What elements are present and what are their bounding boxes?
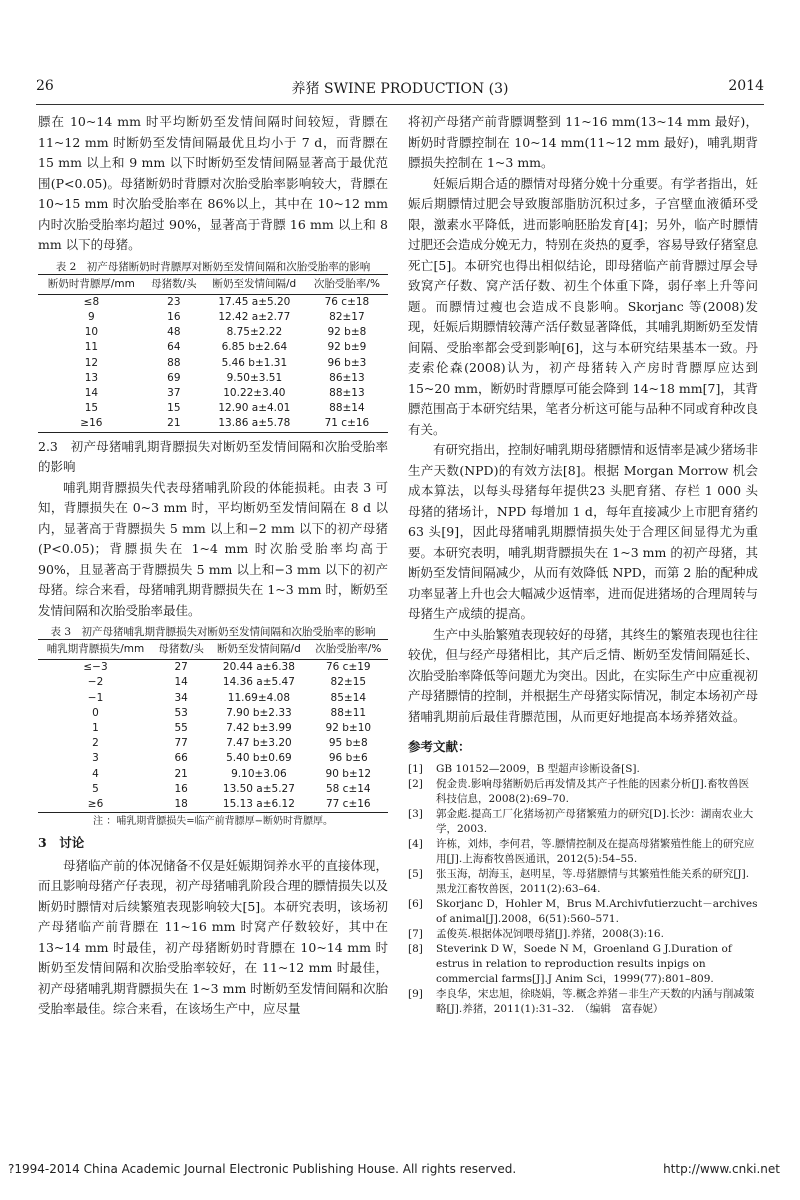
table-cell: 4 [92,767,99,780]
column-header: 断奶时背膘厚/mm [38,274,145,294]
table-cell: 37 [167,386,181,399]
table-cell: 9 [88,310,95,323]
table3-note: 注 ：哺乳期背膘损失=临产前背膘厚−断奶时背膘厚。 [93,816,333,828]
reference-item [408,927,758,942]
table-3 [38,639,388,813]
table-header-row [38,640,388,660]
table-cell: 7.90 b±2.33 [226,706,292,719]
reference-text: 孟俊英.根据体况饲喂母猪[J].养猪，2008(3):16. [436,927,664,940]
paragraph: 有研究指出，控制好哺乳期母猪膘情和返情率是减少猪场非生产天数(NPD)的有效方法[8]。根据 Morgan Morrow 机会成本算法，以每头母猪每年提供23 头肥育猪、存栏 1 000 头母猪的猪场计，NPD 每增加 1 d，每年直接减少上市肥育猪约 63 头[9]，因此母猪哺乳期膘情损失处于合理区间显得尤为重要。本研究表明，哺乳期背膘损失在 1~3 mm 的初产母猪，其断奶至发情间隔减少，从而有效降低 NPD，而第 2 胎的配种成功率显著上升也会大幅减少返情率，进而促进猪场的合理周转与母猪生产成绩的提高。 [408,442,759,621]
table-cell: 9.10±3.06 [231,767,287,780]
table-row [38,340,388,355]
table-cell: 92 b±8 [327,326,367,339]
column-header: 断奶至发情间隔/d [203,274,306,294]
reference-text: 郭金彪.提高工厂化猪场初产母猪繁殖力的研究[D].长沙：湖南农业大学，2003. [436,807,754,835]
page-header [36,78,764,102]
table-row [38,294,388,310]
reference-text: Skorjanc D，Hohler M，Brus M.Archivfutierzucht－archives of animal[J].2008，6(51):560–571. [436,897,758,925]
table-cell: 16 [174,782,188,795]
table-cell: 5 [92,782,99,795]
journal-title: 养猪 SWINE PRODUCTION (3) [291,81,509,97]
table-cell: 96 b±6 [328,752,368,765]
table-cell: 92 b±9 [327,341,367,354]
table-cell: 82±17 [329,310,365,323]
table-cell: 55 [174,722,188,735]
reference-item [408,897,758,927]
table-cell: 9.50±3.51 [226,371,283,384]
table-cell: 71 c±16 [306,416,388,432]
paragraph: 哺乳期背膘损失代表母猪哺乳阶段的体能损耗。由表 3 可知，背膘损失在 0~3 mm 时，平均断奶至发情间隔在 8 d 以内，显著高于背膘损失 5 mm 以上和−2 mm 以下的初产母猪(P<0.05)；背膘损失在 1~4 mm 时次胎受胎率均高于 90%，且显著高于背膘损失 5 mm 以上和−3 mm 以下的初产母猪。综合来看，母猪哺乳期背膘损失在 1~3 mm 时，断奶至发情间隔和次胎受胎率最佳。 [38,479,388,618]
table-cell: 95 b±8 [328,737,368,750]
table-cell: 18 [153,797,209,813]
table-row [38,721,388,736]
table-cell: 82±15 [330,676,367,689]
table-row [38,797,388,813]
table-2 [38,274,388,433]
table-cell: 12 [84,356,99,369]
table-cell: 14 [174,676,188,689]
table-row [38,767,388,782]
table-header-row [38,274,388,294]
table-cell: 15.13 a±6.12 [209,797,308,813]
table-cell: 3 [92,752,99,765]
paragraph: 将初产母猪产前背膘调整到 11~16 mm(13~14 mm 最好)，断奶时背膘控制在 10~14 mm(11~12 mm 最好)，哺乳期背膘损失控制在 1~3 mm。 [408,114,758,170]
table-row [38,782,388,797]
table-cell: 76 c±18 [324,295,370,308]
reference-text: 倪金贵.影响母猪断奶后再发情及其产子性能的因素分析[J].畜牧兽医科技信息，2008(2):69–70. [436,777,750,805]
column-header: 哺乳期背膘损失/mm [38,640,153,660]
column-header: 母猪数/头 [145,274,203,294]
table-row [38,356,388,371]
column-header: 母猪数/头 [153,640,209,660]
table-row [38,310,388,325]
table-cell: 90 b±12 [325,767,372,780]
table-body [38,660,388,813]
table-cell: 20.44 a±6.38 [222,661,295,674]
table-cell: −2 [87,676,104,689]
table-cell: 5.46 b±1.31 [221,356,288,369]
table-cell: 58 c±14 [325,782,371,795]
table-body [38,294,388,432]
table-cell: 92 b±10 [325,722,372,735]
reference-number: [7] [408,927,423,940]
table2-caption: 表 2 初产母猪断奶时背膘厚对断奶至发情间隔和次胎受胎率的影响 [55,260,371,273]
table-cell: ≤−3 [83,661,108,674]
table-cell: 0 [92,706,99,719]
table-cell: 13 [84,371,99,384]
reference-item [408,762,758,777]
table-cell: 53 [174,706,188,719]
table-cell: 13.86 a±5.78 [203,416,306,432]
column-header: 断奶至发情间隔/d [209,640,308,660]
table-row [38,736,388,751]
references-title: 参考文献： [408,739,471,754]
left-column [38,112,388,1020]
reference-item [408,867,758,897]
column-header: 次胎受胎率/% [306,274,388,294]
table-cell: 88 [167,356,181,369]
table-cell: 12.90 a±4.01 [218,402,291,415]
table-cell: 86±13 [329,371,365,384]
copyright-notice: ?1994-2014 China Academic Journal Electronic Publishing House. All rights reserved. [8,1162,517,1176]
table-row [38,706,388,721]
section-2-3-title: 2.3 初产母猪哺乳期背膘损失对断奶至发情间隔和次胎受胎率的影响 [38,438,388,475]
reference-text: 李良华，宋忠旭，徐晓娟，等.概念养猪－非生产天数的内涵与削减策略[J].养猪，2011(1):31–32. （编辑 富春妮） [436,987,755,1015]
right-column [408,112,758,1017]
reference-text: GB 10152—2009，B 型超声诊断设备[S]. [436,762,640,775]
table-cell: 11.69±4.08 [227,691,291,704]
table-cell: 23 [167,295,181,308]
reference-list [408,762,758,1017]
table-row [38,325,388,340]
reference-item [408,942,758,987]
paragraph: 母猪临产前的体况储备不仅是妊娠期饲养水平的直接体现，而且影响母猪产仔表现，初产母猪哺乳阶段合理的膘情损失以及断奶时膘情对后续繁殖表现影响较大[5]。本研究表明，该场初产母猪临产前背膘在 11~16 mm 时窝产仔数较好，其中在 13~14 mm 时最佳，初产母猪断奶时背膘在 10~14 mm 时断奶至发情间隔和次胎受胎率较好，在 11~12 mm 时最佳，初产母猪哺乳期背膘损失在 1~3 mm 时断奶至发情间隔和次胎受胎率最佳。综合来看，在该场生产中，应尽量 [38,857,389,1017]
table-row [38,386,388,401]
table-cell: 14.36 a±5.47 [222,676,295,689]
page-number: 26 [36,78,54,94]
table-row [38,401,388,416]
paragraph: 膘在 10~14 mm 时平均断奶至发情间隔时间较短，背膘在 11~12 mm 时断奶至发情间隔最优且均小于 7 d，而背膘在 15 mm 以上和 9 mm 以下时断奶至发情间隔显著高于最优范围(P<0.05)。母猪断奶时背膘对次胎受胎率影响较大，背膘在 10~15 mm 时次胎受胎率在 86%以上，其中在 10~12 mm 内时次胎受胎率均超过 90%，显著高于背膘 16 mm 以上和 8 mm 以下的母猪。 [38,114,388,252]
table-cell: 88±11 [330,706,367,719]
reference-number: [2] [408,777,423,790]
table-cell: 17.45 a±5.20 [218,295,291,308]
table-cell: 15 [167,402,181,415]
reference-item [408,837,758,867]
table-cell: 27 [174,661,188,674]
table-cell: ≤8 [83,295,100,308]
table-cell: 6.85 b±2.64 [221,341,288,354]
reference-text: Steverink D W，Soede N M，Groenland G J.Duration of estrus in relation to reproduction results inpigs on commercial farms[J].J Anim Sci，1999(77):801–809. [436,942,732,985]
table-cell: 2 [92,737,99,750]
header-rule [36,104,764,105]
column-header: 次胎受胎率/% [309,640,388,660]
table-cell: −1 [87,691,104,704]
reference-item [408,807,758,837]
table-cell: 11 [84,341,99,354]
reference-text: 张玉海，胡海玉，赵明星，等.母猪膘情与其繁殖性能关系的研究[J].黑龙江畜牧兽医，2011(2):63–64. [436,867,750,895]
table3-caption: 表 3 初产母猪哺乳期背膘损失对断奶至发情间隔和次胎受胎率的影响 [50,626,376,639]
reference-number: [1] [408,762,423,775]
table-cell: 76 c±19 [325,661,371,674]
table-cell: 13.50 a±5.27 [222,782,295,795]
table-cell: ≥6 [38,797,153,813]
table-cell: 15 [84,402,99,415]
table-cell: 5.40 b±0.69 [226,752,292,765]
paragraph: 生产中头胎繁殖表现较好的母猪，其终生的繁殖表现也往往较优，但与经产母猪相比，其产后乏情、断奶至发情间隔延长、次胎受胎率降低等问题尤为突出。因此，在实际生产中应重视初产母猪膘情的控制，并根据生产母猪实际情况，制定本场初产母猪哺乳期前后最佳背膘范围，从而更好地提高本场养猪效益。 [408,626,759,724]
table-cell: 7.47 b±3.20 [226,737,292,750]
reference-number: [6] [408,897,423,910]
table-cell: 96 b±3 [327,356,367,369]
table-row [38,416,388,432]
table-cell: 64 [167,341,181,354]
table-cell: 8.75±2.22 [226,326,283,339]
table-cell: 12.42 a±2.77 [218,310,291,323]
reference-number: [9] [408,987,423,1000]
reference-item [408,987,758,1017]
table-cell: ≥16 [38,416,145,432]
table-row [38,371,388,386]
reference-number: [8] [408,942,423,955]
table-cell: 14 [84,386,99,399]
table-cell: 77 c±16 [309,797,388,813]
table-cell: 69 [167,371,181,384]
table-cell: 10.22±3.40 [223,386,286,399]
table-row [38,751,388,766]
reference-number: [4] [408,837,423,850]
table-cell: 48 [167,326,181,339]
section-3-title: 3 讨论 [38,835,85,851]
table-row [38,691,388,706]
table-cell: 1 [92,722,99,735]
table-cell: 21 [174,767,188,780]
cnki-link[interactable]: http://www.cnki.net [663,1162,780,1176]
table-row [38,675,388,690]
table-cell: 10 [84,326,99,339]
table-cell: 77 [174,737,188,750]
table-cell: 16 [167,310,181,323]
reference-number: [5] [408,867,423,880]
reference-text: 许栋，刘炜，李何君，等.膘情控制及在提高母猪繁殖性能上的研究应用[J].上海畜牧兽医通讯，2012(5):54–55. [436,837,755,865]
reference-item [408,777,758,807]
table-row [38,660,388,676]
table-cell: 88±13 [329,386,365,399]
table-cell: 88±14 [329,402,365,415]
table-cell: 34 [174,691,188,704]
paragraph: 妊娠后期合适的膘情对母猪分娩十分重要。有学者指出，妊娠后期膘情过肥会导致腹部脂肪沉积过多，子宫壁血液循环受限，激素水平降低，进而影响胚胎发育[4]；另外，临产时膘情过肥还会造成分娩无力，特别在炎热的夏季，容易导致仔猪窒息死亡[5]。本研究也得出相似结论，即母猪临产前背膘过厚会导致窝产仔数、窝产活仔数、初生个体重下降，弱仔率上升等问题。而膘情过瘦也会造成不良影响。Skorjanc 等(2008)发现，妊娠后期膘情较薄产活仔数显著降低，其哺乳期断奶至发情间隔、受胎率都会受到影响[6]，这与本研究结果基本一致。丹麦索伦森(2008)认为，初产母猪转入产房时背膘厚应达到 15~20 mm，断奶时背膘厚可能会降到 14~18 mm[7]，其背膘范围高于本研究结果，笔者分析这可能与品种不同或育种改良有关。 [408,175,759,437]
table-cell: 21 [145,416,203,432]
table-cell: 85±14 [330,691,367,704]
publication-year: 2014 [728,78,764,94]
table-cell: 7.42 b±3.99 [226,722,292,735]
table-cell: 66 [174,752,188,765]
reference-number: [3] [408,807,423,820]
